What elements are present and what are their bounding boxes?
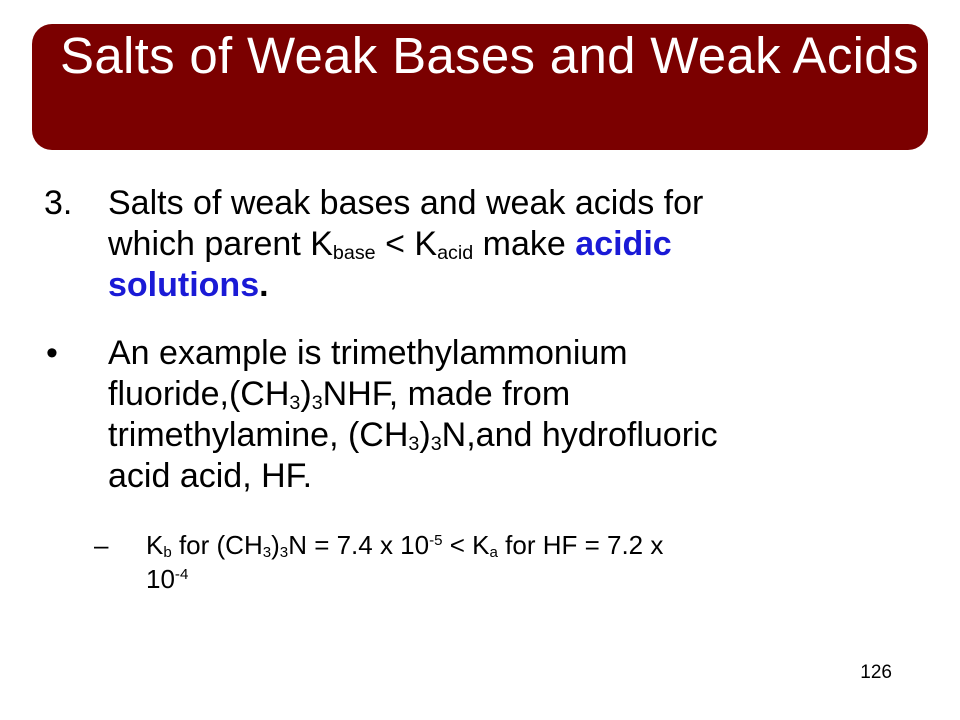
dash-marker: – xyxy=(94,530,109,560)
item-3-line-1: Salts of weak bases and weak acids for xyxy=(108,184,704,222)
item-3-text xyxy=(108,183,898,306)
bullet-line-4: acid acid, HF. xyxy=(108,457,313,495)
sub-item xyxy=(94,528,914,608)
sub-item-text xyxy=(146,528,906,596)
k-acid-subscript: acid xyxy=(437,241,474,264)
title-banner xyxy=(32,24,928,150)
page-number: 126 xyxy=(860,662,892,683)
item-number: 3. xyxy=(44,184,73,222)
item-3-line-3: solutions. xyxy=(108,266,269,304)
bullet-line-3: trimethylamine, $(CH_3)_3N,and$ hydrofluoric xyxy=(108,416,718,455)
item-3-line-2: which parent $K_{base} < K_{acid}$ make acidic xyxy=(108,225,672,264)
sub-item-line-1: $K_b$ for $(CH_3)_3N = 7.4$ x $10^{-5} < K_a$ for HF = 7.2 x xyxy=(146,530,664,562)
bullet-line-2: $fluoride,(CH_3)_3NHF$, made from xyxy=(108,375,571,414)
bullet-text xyxy=(108,333,908,497)
numbered-item-3 xyxy=(44,183,904,313)
bullet-marker: • xyxy=(46,334,58,372)
sub-item-line-2: $10^{-4}$ xyxy=(146,564,189,594)
bullet-item xyxy=(44,333,904,503)
bullet-line-1: An example is trimethylammonium xyxy=(108,334,628,372)
k-base-subscript: base xyxy=(332,241,376,264)
highlight-solutions: solutions xyxy=(108,266,260,304)
slide-title: Salts of Weak Bases and Weak Acids xyxy=(60,27,919,84)
highlight-acidic: acidic xyxy=(575,225,672,263)
